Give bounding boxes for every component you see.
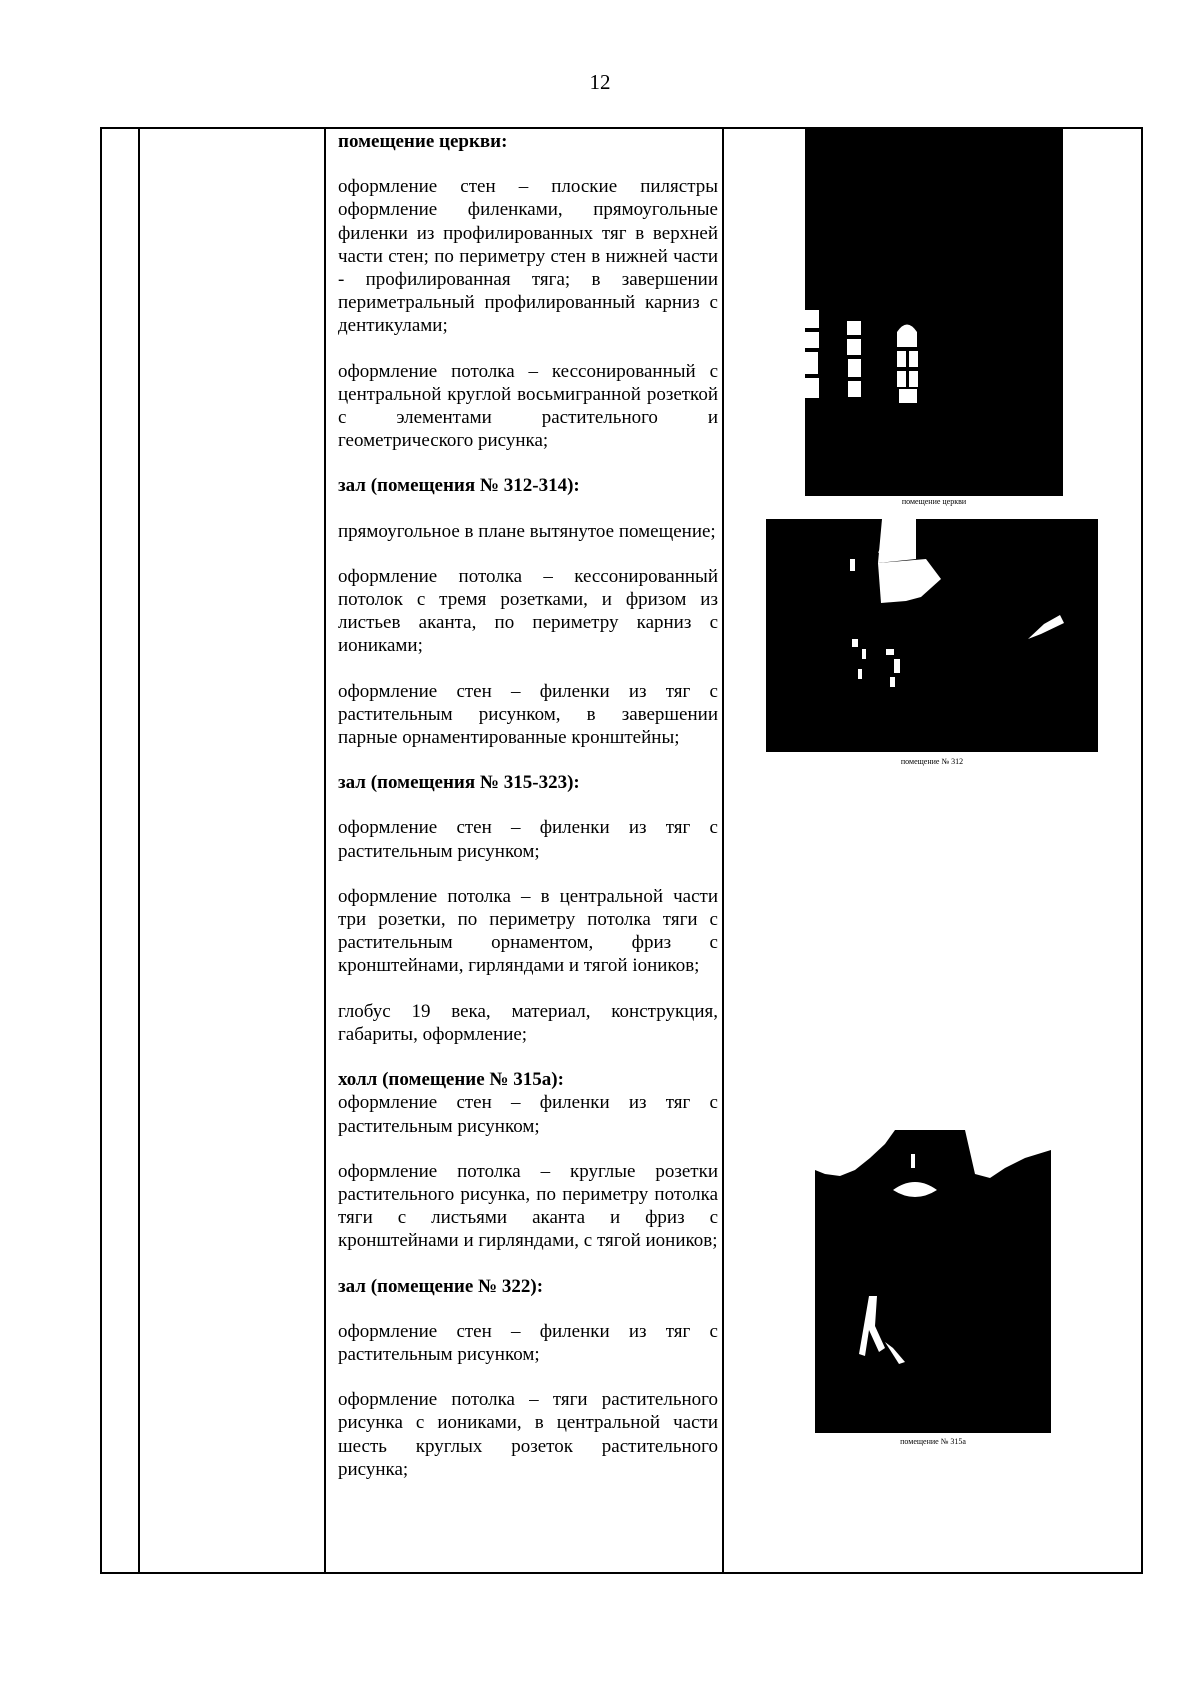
paragraph: оформление потолка – круглые розетки растительного рисунка, по периметру потолка тяги с листьями аканта и фриз с кронштейнами и гирляндами, с тягой иоников; <box>338 1160 718 1252</box>
photo-caption: помещение № 312 <box>900 757 964 766</box>
section-heading-lobby-315a: холл (помещение № 315а): <box>338 1069 564 1091</box>
photo-caption: помещение церкви <box>901 497 967 506</box>
paragraph: оформление потолка – кессонированный потолок с тремя розетками, и фризом из листьев аканта, по периметру карниз с иониками; <box>338 565 718 657</box>
column-divider <box>722 127 724 1574</box>
paragraph: оформление потолка – в центральной части три розетки, по периметру потолка тяги с растительным орнаментом, фриз с кронштейнами, гирляндами и тягой ioников; <box>338 885 718 977</box>
paragraph: оформление потолка – кессонированный с центральной круглой восьмигранной розеткой с элементами растительного и геометрического рисунка; <box>338 360 718 452</box>
section-heading-hall-312: зал (помещения № 312-314): <box>338 475 580 497</box>
section-heading-hall-322: зал (помещение № 322): <box>338 1275 544 1297</box>
photo-church-interior <box>805 127 1063 496</box>
paragraph: прямоугольное в плане вытянутое помещение; <box>338 520 716 542</box>
section-heading-hall-315: зал (помещения № 315-323): <box>338 772 580 794</box>
column-divider <box>324 127 326 1574</box>
description-column <box>338 130 718 1481</box>
photo-lobby-315a <box>815 1130 1051 1433</box>
paragraph: оформление стен – филенки из тяг с растительным рисунком; <box>338 817 718 862</box>
section-heading-church: помещение церкви: <box>338 131 508 152</box>
column-divider <box>138 127 140 1574</box>
photo-hall-312 <box>766 519 1098 752</box>
paragraph: оформление стен – филенки из тяг с растительным рисунком; <box>338 1092 718 1137</box>
paragraph: оформление стен – филенки из тяг с растительным рисунком, в завершении парные орнаментированные кронштейны; <box>338 680 718 749</box>
page-number: 12 <box>589 70 611 94</box>
photo-caption: помещение № 315а <box>900 1437 966 1446</box>
paragraph: оформление стен – филенки из тяг с растительным рисунком; <box>338 1320 718 1365</box>
paragraph: оформление потолка – тяги растительного рисунка с иониками, в центральной части шесть круглых розеток растительного рисунка; <box>338 1389 718 1480</box>
paragraph: оформление стен – плоские пилястры оформление филенками, прямоугольные филенки из профилированных тяг в верхней части стен; по периметру стен в нижней части - профилированная тяга; в завершении периметральный профилированный карниз с дентикулами; <box>338 176 718 337</box>
paragraph: глобус 19 века, материал, конструкция, габариты, оформление; <box>338 1000 718 1045</box>
